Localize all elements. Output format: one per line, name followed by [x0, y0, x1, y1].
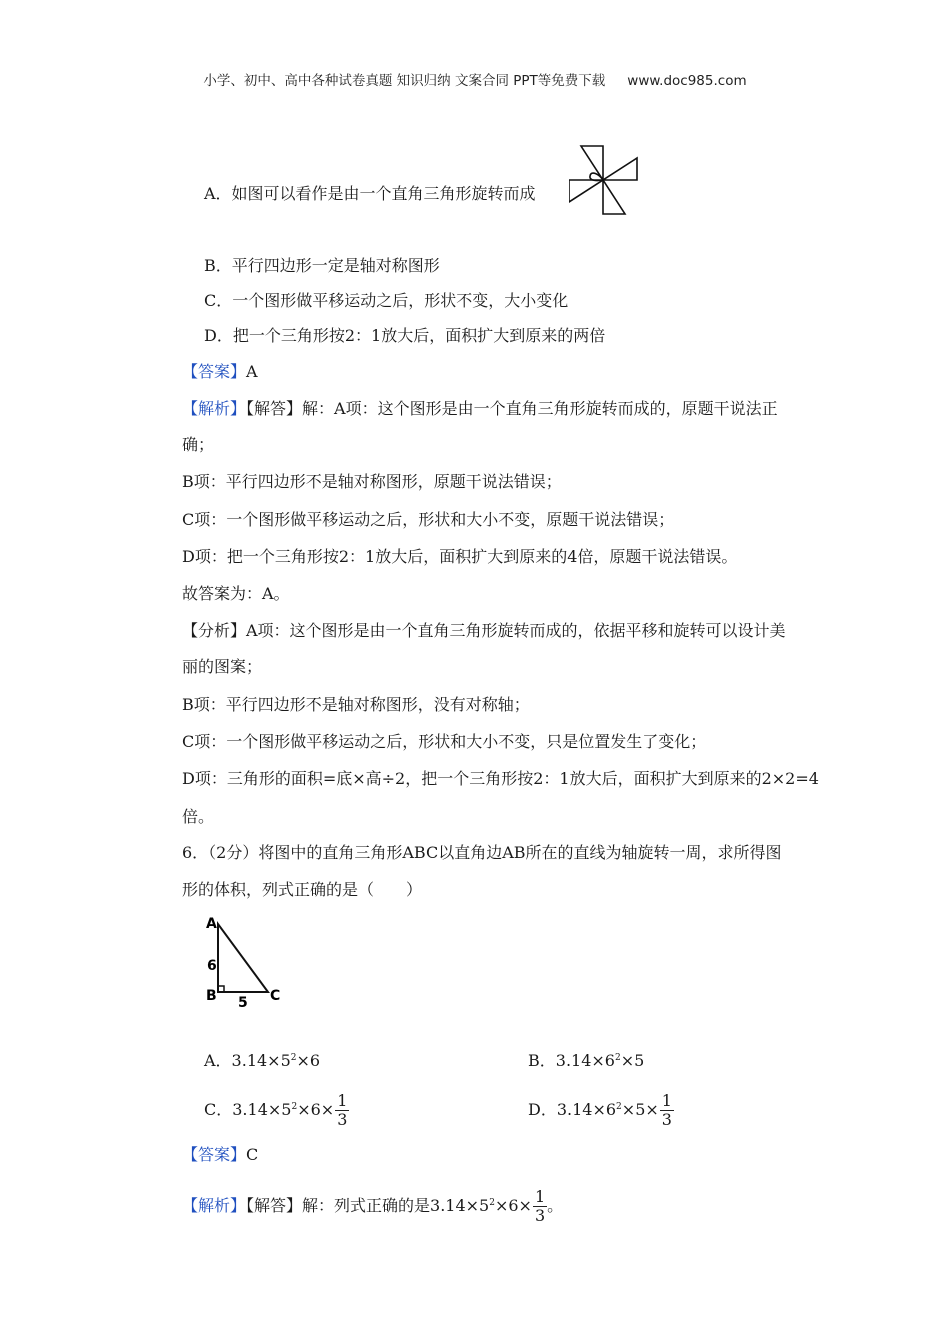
- page-header: [0, 69, 950, 89]
- q5-option-b: B．平行四边形一定是轴对称图形: [204, 256, 440, 275]
- opt-text-tail: ×5×: [621, 1100, 659, 1119]
- q5-jieda-line-2: 确；: [182, 435, 215, 454]
- opt-exponent: 2: [614, 1053, 621, 1063]
- fraction-denominator: 3: [534, 1206, 546, 1225]
- q5-fenxi-line-6: 倍。: [182, 807, 215, 826]
- q6-stem-line-2: 形的体积，列式正确的是（ ）: [182, 880, 423, 899]
- q6-stem-line-1: 6．（2分）将图中的直角三角形ABC以直角边AB所在的直线为轴旋转一周，求所得图: [182, 843, 782, 862]
- jieda-text-tail: ×6×: [494, 1196, 532, 1215]
- fraction-numerator: 1: [661, 1091, 672, 1110]
- answer-value: A: [246, 362, 258, 381]
- pinwheel-figure: [569, 144, 639, 216]
- side-bc-length: 5: [238, 995, 248, 1008]
- vertex-a-label: A: [206, 916, 217, 932]
- q5-fenxi-line-2: 丽的图案；: [182, 657, 263, 676]
- opt-text: D．3.14×6: [528, 1100, 617, 1119]
- pinwheel-blade-right: [603, 158, 637, 180]
- answer-tag: 【答案】: [182, 362, 247, 381]
- opt-text-tail: ×5: [620, 1051, 645, 1070]
- jieda-end: 。: [547, 1196, 564, 1215]
- q5-fenxi-line-4: C项：一个图形做平移运动之后，形状和大小不变，只是位置发生了变化；: [182, 732, 707, 751]
- opt-exponent: 2: [291, 1102, 298, 1112]
- fraction: [533, 1189, 547, 1224]
- vertex-c-label: C: [270, 988, 281, 1004]
- opt-text: B．3.14×6: [528, 1051, 615, 1070]
- opt-text-tail: ×6: [296, 1051, 321, 1070]
- q5-jieda-line-4: C项：一个图形做平移运动之后，形状和大小不变，原题干说法错误；: [182, 510, 675, 529]
- q6-jiexi: [182, 1180, 563, 1229]
- pinwheel-blade-left: [569, 180, 603, 202]
- opt-text-tail: ×6×: [297, 1100, 335, 1119]
- vertex-b-label: B: [206, 988, 217, 1004]
- triangle-outline: [218, 924, 268, 992]
- fraction-numerator: 1: [534, 1187, 546, 1206]
- jieda-text: 【解答】解：列式正确的是3.14×5: [246, 1196, 490, 1215]
- q5-jieda-line-6: 故答案为：A。: [182, 584, 290, 603]
- header-url[interactable]: www.doc985.com: [627, 73, 747, 89]
- jieda-exponent: 2: [489, 1198, 495, 1208]
- header-text: 小学、初中、高中各种试卷真题 知识归纳 文案合同 PPT等免费下载: [203, 73, 606, 89]
- q5-answer: [182, 360, 258, 384]
- q5-option-d: D．把一个三角形按2：1放大后，面积扩大到原来的两倍: [204, 326, 606, 345]
- q6-answer: [182, 1143, 258, 1167]
- q5-jiexi-line-1: [182, 397, 778, 421]
- q5-jieda-line-5: D项：把一个三角形按2：1放大后，面积扩大到原来的4倍，原题干说法错误。: [182, 547, 738, 566]
- opt-text: A．3.14×5: [204, 1051, 291, 1070]
- q6-option-c: [204, 1084, 349, 1133]
- q6-option-d: [528, 1084, 674, 1133]
- fraction-numerator: 1: [337, 1091, 348, 1110]
- fraction: [660, 1093, 674, 1128]
- fraction-denominator: 3: [661, 1110, 672, 1129]
- opt-exponent: 2: [616, 1102, 622, 1112]
- q5-option-a: A．如图可以看作是由一个直角三角形旋转而成: [204, 184, 536, 203]
- opt-text: C．3.14×5: [204, 1100, 292, 1119]
- q6-option-a: [204, 1046, 320, 1073]
- q5-fenxi-line-1: 【分析】A项：这个图形是由一个直角三角形旋转而成的，依据平移和旋转可以设计美: [182, 621, 786, 640]
- jiexi-tag: 【解析】: [182, 399, 247, 418]
- q5-jieda-line-3: B项：平行四边形不是轴对称图形，原题干说法错误；: [182, 472, 562, 491]
- pinwheel-blade-bottom: [603, 180, 625, 214]
- q6-option-b: [528, 1046, 644, 1073]
- side-ab-length: 6: [207, 958, 217, 974]
- fraction-denominator: 3: [337, 1110, 348, 1129]
- right-triangle-abc: [200, 908, 300, 1008]
- q5-fenxi-line-5: D项：三角形的面积=底×高÷2，把一个三角形按2：1放大后，面积扩大到原来的2×2=4: [182, 769, 819, 788]
- jieda-text: 【解答】解：A项：这个图形是由一个直角三角形旋转而成的，原题干说法正: [246, 399, 778, 418]
- jiexi-tag: 【解析】: [182, 1196, 247, 1215]
- q5-fenxi-line-3: B项：平行四边形不是轴对称图形，没有对称轴；: [182, 695, 530, 714]
- q5-option-c: C．一个图形做平移运动之后，形状不变，大小变化: [204, 291, 569, 310]
- opt-exponent: 2: [290, 1053, 297, 1063]
- answer-tag: 【答案】: [182, 1145, 247, 1164]
- pinwheel-blade-top: [581, 146, 603, 180]
- fraction: [335, 1093, 349, 1128]
- answer-value: C: [246, 1145, 259, 1164]
